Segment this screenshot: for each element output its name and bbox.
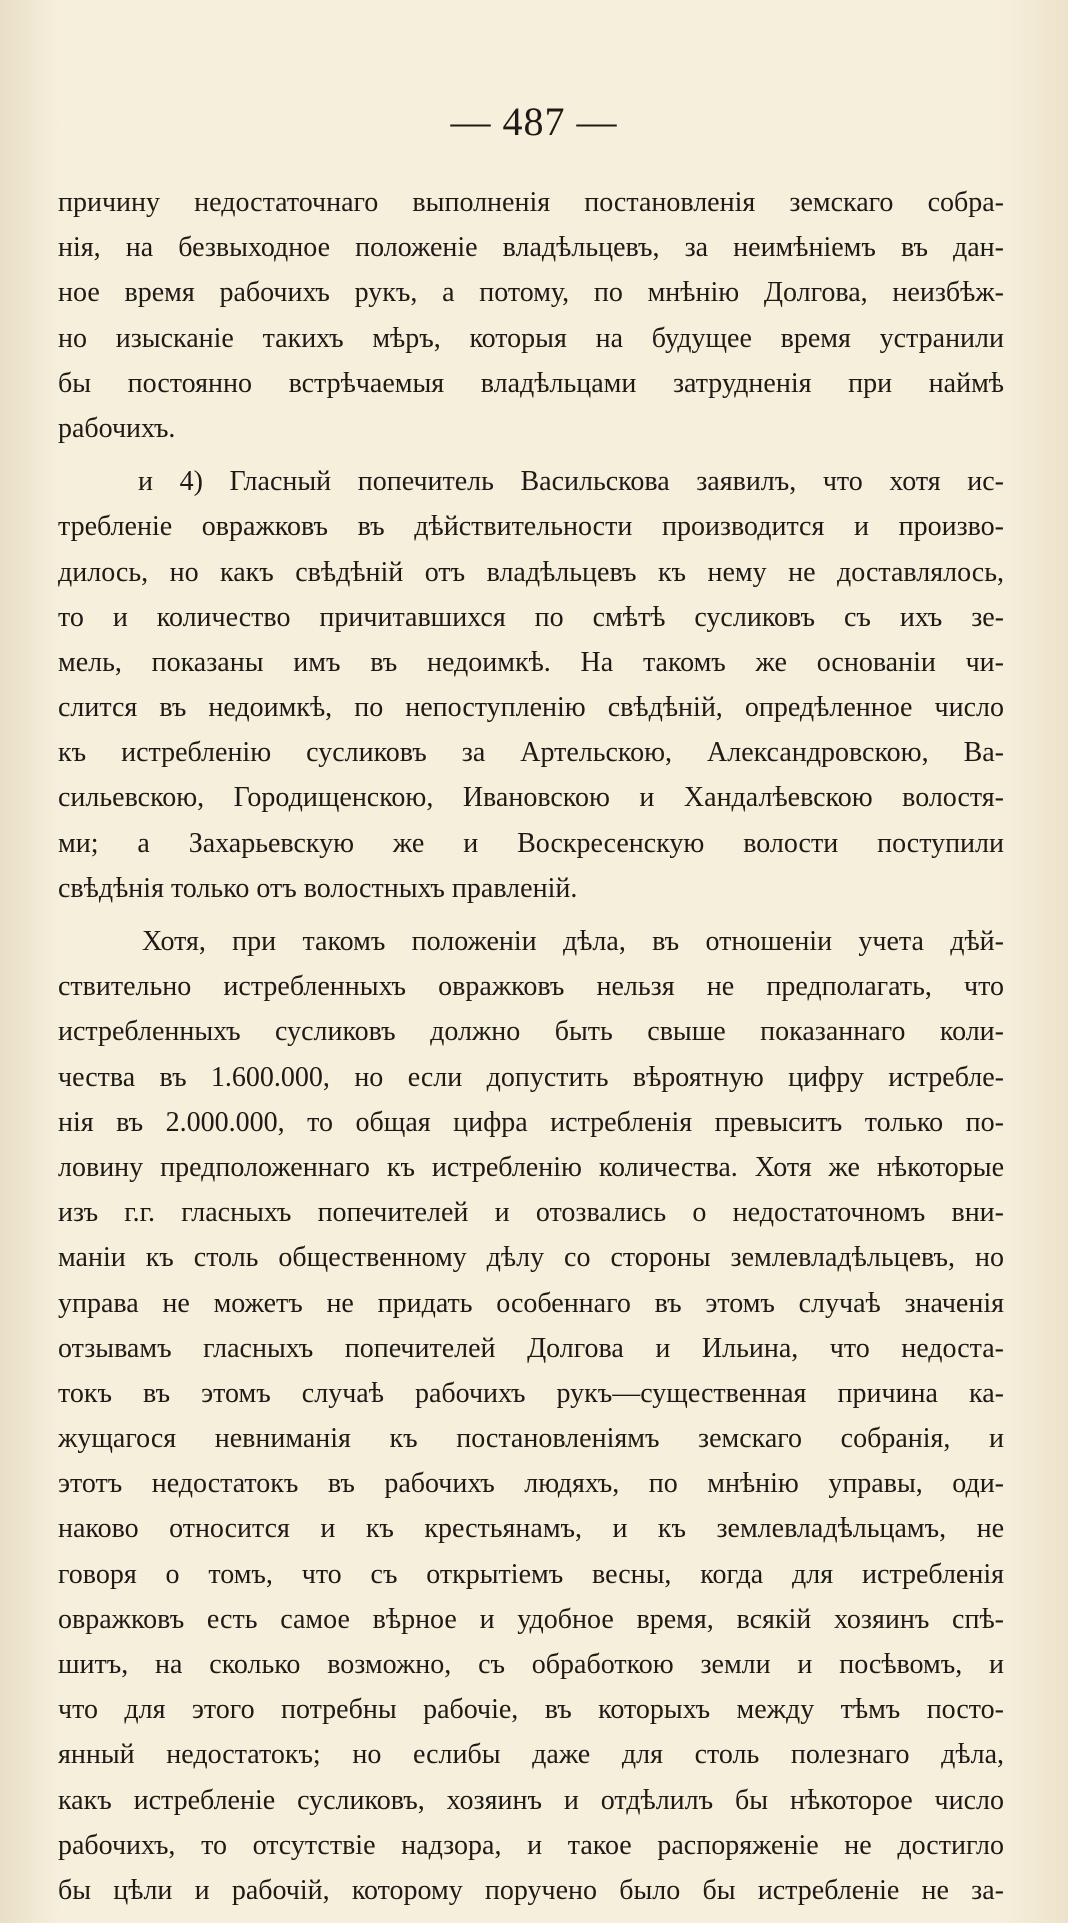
text-line: рабочихъ, то отсутствіе надзора, и такое распоряженіе не достигло (58, 1829, 1004, 1861)
text-line: слится въ недоимкѣ, по непоступленію свѣдѣній, опредѣленное число (58, 692, 1004, 724)
text-line: бы цѣли и рабочій, которому поручено было бы истребленіе не за- (58, 1874, 1004, 1906)
paragraph (58, 459, 1004, 911)
text-line: ное время рабочихъ рукъ, а потому, по мнѣнію Долгова, неизбѣж- (58, 277, 1004, 309)
text-line: но изысканіе такихъ мѣръ, которыя на будущее время устранили (58, 322, 1004, 354)
text-line: жущагося невниманія къ постановленіямъ земскаго собранія, и (58, 1423, 1004, 1455)
text-line: сильевскою, Городищенскою, Ивановскою и Хандалѣевскою волостя- (58, 782, 1004, 814)
text-line: маніи къ столь общественному дѣлу со стороны землевладѣльцевъ, но (58, 1242, 1004, 1274)
text-line: овражковъ есть самое вѣрное и удобное время, всякій хозяинъ спѣ- (58, 1603, 1004, 1635)
text-line: чества въ 1.600.000, но если допустить вѣроятную цифру истребле- (58, 1061, 1004, 1093)
text-line: бы постоянно встрѣчаемыя владѣльцами затрудненія при наймѣ (58, 367, 1004, 399)
text-line: ствительно истребленныхъ овражковъ нельзя не предполагать, что (58, 971, 1004, 1003)
text-line: нія, на безвыходное положеніе владѣльцевъ, за неимѣніемъ въ дан- (58, 232, 1004, 264)
body-text (58, 180, 1004, 1913)
text-line: дилось, но какъ свѣдѣній отъ владѣльцевъ къ нему не доставлялось, (58, 556, 1004, 588)
text-line: рабочихъ. (58, 412, 176, 444)
text-line: управа не можетъ не придать особеннаго въ этомъ случаѣ значенія (58, 1287, 1004, 1319)
text-line: что для этого потребны рабочіе, въ которыхъ между тѣмъ посто- (58, 1694, 1004, 1726)
text-line: какъ истребленіе сусликовъ, хозяинъ и отдѣлилъ бы нѣкоторое число (58, 1784, 1004, 1816)
text-line: ловину предположеннаго къ истребленію количества. Хотя же нѣкоторые (58, 1151, 1004, 1183)
text-line: нія въ 2.000.000, то общая цифра истребленія превыситъ только по- (58, 1106, 1004, 1138)
text-line: Хотя, при такомъ положеніи дѣла, въ отношеніи учета дѣй- (142, 926, 1004, 957)
text-line: наково относится и къ крестьянамъ, и къ землевладѣльцамъ, не (58, 1513, 1004, 1545)
text-line: истребленныхъ сусликовъ должно быть свыше показаннаго коли- (58, 1016, 1004, 1048)
paragraph (58, 919, 1004, 1913)
text-line: къ истребленію сусликовъ за Артельскою, Александровскою, Ва- (58, 737, 1004, 769)
text-line: отзывамъ гласныхъ попечителей Долгова и Ильина, что недоста- (58, 1332, 1004, 1364)
text-line: то и количество причитавшихся по смѣтѣ сусликовъ съ ихъ зе- (58, 601, 1004, 633)
text-line: причину недостаточнаго выполненія постановленія земскаго собра- (58, 187, 1004, 218)
text-line: мель, показаны имъ въ недоимкѣ. На такомъ же основаніи чи- (58, 646, 1004, 678)
text-line: токъ въ этомъ случаѣ рабочихъ рукъ—существенная причина ка- (58, 1377, 1004, 1409)
text-line: требленіе овражковъ въ дѣйствительности производится и произво- (58, 511, 1004, 543)
text-line: шитъ, на сколько возможно, съ обработкою земли и посѣвомъ, и (58, 1649, 1004, 1680)
text-line: ми; а Захарьевскую же и Воскресенскую волости поступили (58, 827, 1004, 859)
text-line: свѣдѣнія только отъ волостныхъ правленій. (58, 872, 578, 904)
paragraph (58, 180, 1004, 451)
text-line: этотъ недостатокъ въ рабочихъ людяхъ, по мнѣнію управы, оди- (58, 1468, 1004, 1500)
text-line: говоря о томъ, что съ открытіемъ весны, когда для истребленія (58, 1558, 1004, 1590)
page-number: — 487 — (450, 99, 618, 144)
text-line: янный недостатокъ; но еслибы даже для столь полезнаго дѣла, (58, 1739, 1004, 1771)
text-line: и 4) Гласный попечитель Васильскова заявилъ, что хотя ис- (138, 466, 1004, 498)
text-line: изъ г.г. гласныхъ попечителей и отозвались о недостаточномъ вни- (58, 1197, 1004, 1229)
